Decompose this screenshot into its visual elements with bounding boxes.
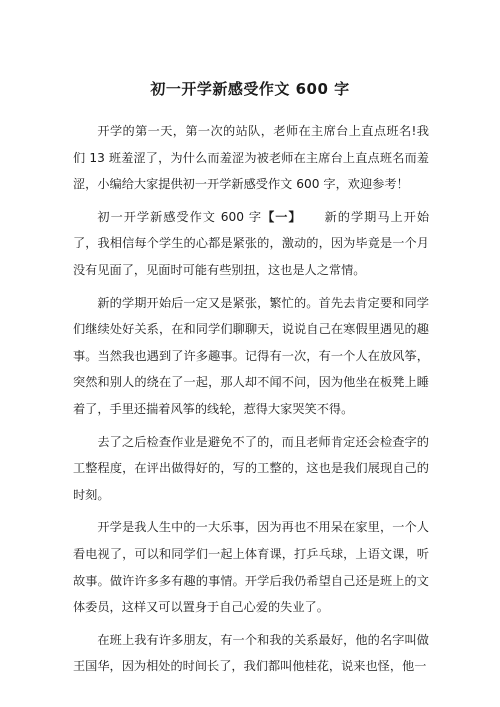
paragraph-5: 在班上我有许多朋友，有一个和我的关系最好，他的名字叫做王国华，因为相处的时间长了，我们都叫他桂花，说来也怪，他一	[73, 632, 429, 674]
paragraph-essay-start	[73, 204, 429, 284]
essay-paragraph-1: 新的学期马上开始了，我相信每个学生的心都是紧张的，激动的，因为毕竟是一个月没有见面了，见面时可能有些别扭，这也是人之常情。	[73, 209, 430, 277]
paragraph-intro: 开学的第一天，第一次的站队，老师在主席台上直点班名!我们 13 班羞涩了，为什么而羞涩为被老师在主席台上直点班名而羞涩，小编给大家提供初一开学新感受作文 600 字，欢迎参考！	[73, 124, 429, 192]
paragraph-2: 新的学期开始后一定又是紧张，繁忙的。首先去肯定要和同学们继续处好关系，在和同学们聊聊天，说说自己在寒假里遇见的趣事。当然我也遇到了许多趣事。记得有一次，有一个人在放风筝，突然和别人的绕在了一起，那人却不闻不问，因为他坐在板凳上睡着了，手里还揣着风筝的线轮，惹得大家哭笑不得。	[73, 295, 429, 416]
essay-heading-bracket: 【一】	[262, 209, 302, 224]
paragraph-3: 去了之后检查作业是避免不了的，而且老师肯定还会检查字的工整程度，在评出做得好的，写的工整的，这也是我们展现自己的时刻。	[73, 434, 429, 502]
article-body	[73, 118, 429, 680]
essay-heading-prefix: 初一开学新感受作文 600 字	[97, 209, 263, 224]
page-title: 初一开学新感受作文 600 字	[150, 80, 350, 98]
paragraph-4: 开学是我人生中的一大乐事，因为再也不用呆在家里，一个人看电视了，可以和同学们一起上体育课，打乒乓球，上语文课，听故事。做许许多多有趣的事情。开学后我仍希望自己还是班上的文体委员，这样又可以置身于自己心爱的失业了。	[73, 520, 429, 615]
